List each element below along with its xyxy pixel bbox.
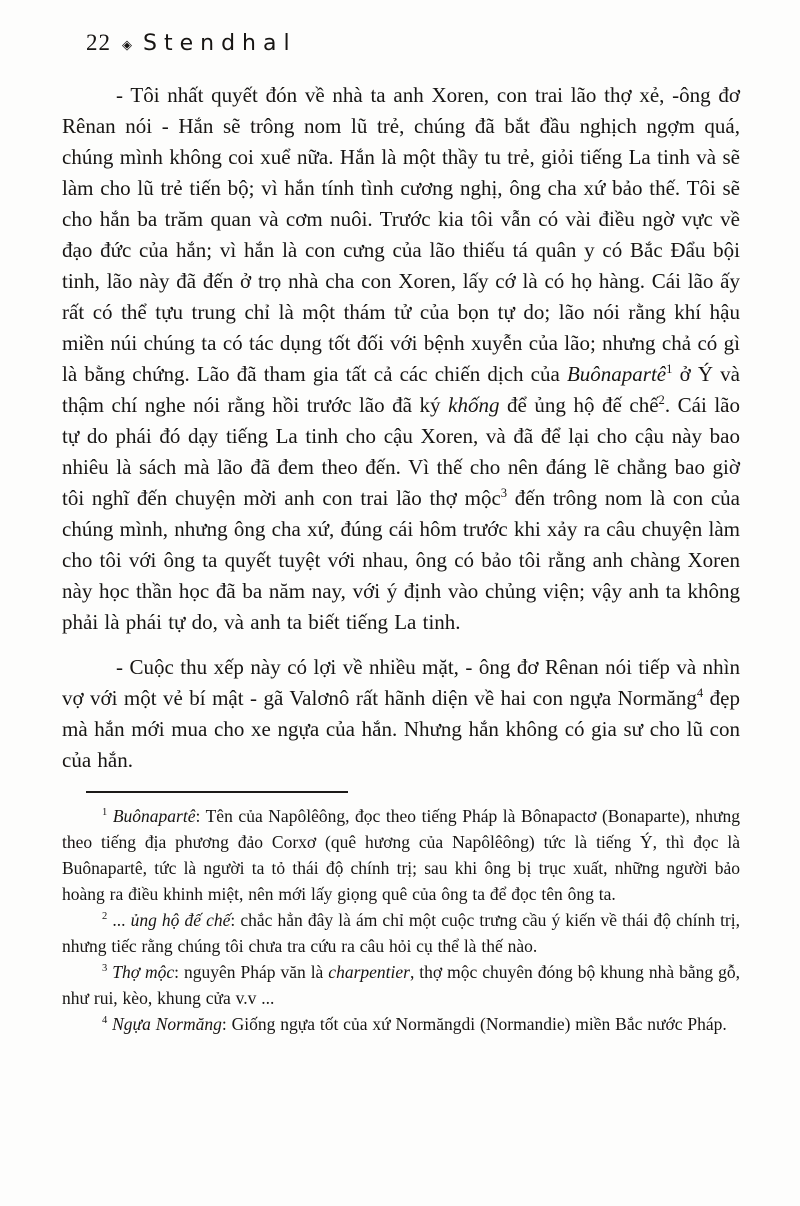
footnote-marker: 3 — [500, 486, 508, 500]
footnote-marker: 4 — [102, 1015, 108, 1027]
text-segment: đến trông nom là con của chúng mình, nhưng ông cha xứ, đúng cái hôm trước khi xảy ra câu chuyện làm cho tôi với ông ta quyết tuyệt với nhau, ông có bảo tôi rằng anh chàng Xoren này học thần học đã ba năm nay, với ý định vào chủng viện; vậy anh ta không phải là phái tự do, và anh ta biết tiếng La tinh. — [62, 486, 740, 634]
footnote — [62, 1011, 740, 1037]
text-segment: Ngựa Normăng — [107, 1014, 222, 1034]
paragraph — [62, 652, 740, 776]
footnote — [62, 907, 740, 959]
text-segment: charpentier — [328, 962, 410, 982]
author-name: Stendhal — [143, 30, 297, 56]
footnote — [62, 803, 740, 907]
text-segment: khống — [448, 393, 500, 417]
footnote-marker: 3 — [102, 963, 108, 975]
footnote-marker: 2 — [658, 393, 665, 407]
footnote-marker: 2 — [102, 911, 108, 923]
paragraph — [62, 80, 740, 638]
text-segment: ủng hộ đế chế — [130, 910, 231, 930]
body-text — [62, 80, 740, 776]
footnotes — [62, 803, 740, 1037]
page-number: 22 — [86, 30, 111, 55]
footnote-marker: 1 — [666, 362, 673, 376]
text-segment: ở Ý và thậm chí nghe nói rằng hồi trước lão đã ký — [62, 362, 740, 417]
text-segment: . Cái lão tự do phái đó dạy tiếng La tinh cho cậu Xoren, và đã để lại cho cậu này bao nhiêu là sách mà lão đã đem theo đến. Vì thế cho nên đáng lẽ chẳng bao giờ tôi nghĩ đến chuyện mời anh con trai lão thợ mộc — [62, 393, 740, 510]
text-segment: đẹp mà hắn mới mua cho xe ngựa của hắn. Nhưng hắn không có gia sư cho lũ con của hắn. — [62, 686, 740, 772]
text-segment: : chắc hẳn đây là ám chỉ một cuộc trưng cầu ý kiến về thái độ chính trị, nhưng tiếc rằng chúng tôi chưa tra cứu ra câu hỏi cụ thể là thế nào. — [62, 910, 740, 956]
text-segment: Buônapartê — [107, 806, 196, 826]
text-segment: - Cuộc thu xếp này có lợi về nhiều mặt, - ông đơ Rênan nói tiếp và nhìn vợ với một vẻ bí mật - gã Valơnô rất hãnh diện về hai con ngựa Normăng — [62, 655, 740, 710]
footnote — [62, 959, 740, 1011]
text-segment: : Tên của Napôlêông, đọc theo tiếng Pháp là Bônapactơ (Bonaparte), nhưng theo tiếng địa phương đảo Corxơ (quê hương của Napôlêông) tức là tiếng Ý, thì đọc là Buônapartê, tức là người ta tỏ thái độ chính trị; sau khi ông bị trục xuất, những người bảo hoàng ra điều khinh miệt, nên mới lấy giọng quê của ông ta để đọc tên ông ta. — [62, 806, 740, 904]
text-segment: : nguyên Pháp văn là — [174, 962, 329, 982]
footnote-marker: 1 — [102, 807, 108, 819]
text-segment: để ủng hộ đế chế — [499, 393, 659, 417]
footnote-marker: 4 — [696, 686, 704, 700]
text-segment: , thợ mộc chuyên đóng bộ khung nhà bằng gỗ, như rui, kèo, khung cửa v.v ... — [62, 962, 740, 1008]
diamond-ornament-icon: ◈ — [122, 36, 132, 52]
text-segment: : Giống ngựa tốt của xứ Normăngdi (Normandie) miền Bắc nước Pháp. — [221, 1014, 727, 1034]
text-segment: Buônapartê — [566, 362, 667, 386]
running-header — [86, 30, 740, 56]
text-segment: ... — [107, 910, 131, 930]
text-segment: Thợ mộc — [107, 962, 175, 982]
text-segment: - Tôi nhất quyết đón về nhà ta anh Xoren, con trai lão thợ xẻ, -ông đơ Rênan nói - Hắn sẽ trông nom lũ trẻ, chúng đã bắt đầu nghịch ngợm quá, chúng mình không coi xuể nữa. Hắn là một thầy tu trẻ, giỏi tiếng La tinh và sẽ làm cho lũ trẻ tiến bộ; vì hắn tính tình cương nghị, ông cha xứ bảo thế. Tôi sẽ cho hắn ba trăm quan và cơm nuôi. Trước kia tôi vẫn có vài điều ngờ vực về đạo đức của hắn; vì hắn là con cưng của lão thiếu tá quân y có Bắc Đẩu bội tinh, lão này đã đến ở trọ nhà cha con Xoren, lấy cớ là có họ hàng. Cái lão ấy rất có thể tựu trung chỉ là một thám tử của bọn tự do; lão nói rằng khí hậu miền núi chúng ta có tác dụng tốt đối với bệnh xuyễn của lão; nhưng chả có gì là bằng chứng. Lão đã tham gia tất cả các chiến dịch của — [62, 83, 740, 386]
footnote-separator — [86, 791, 348, 793]
